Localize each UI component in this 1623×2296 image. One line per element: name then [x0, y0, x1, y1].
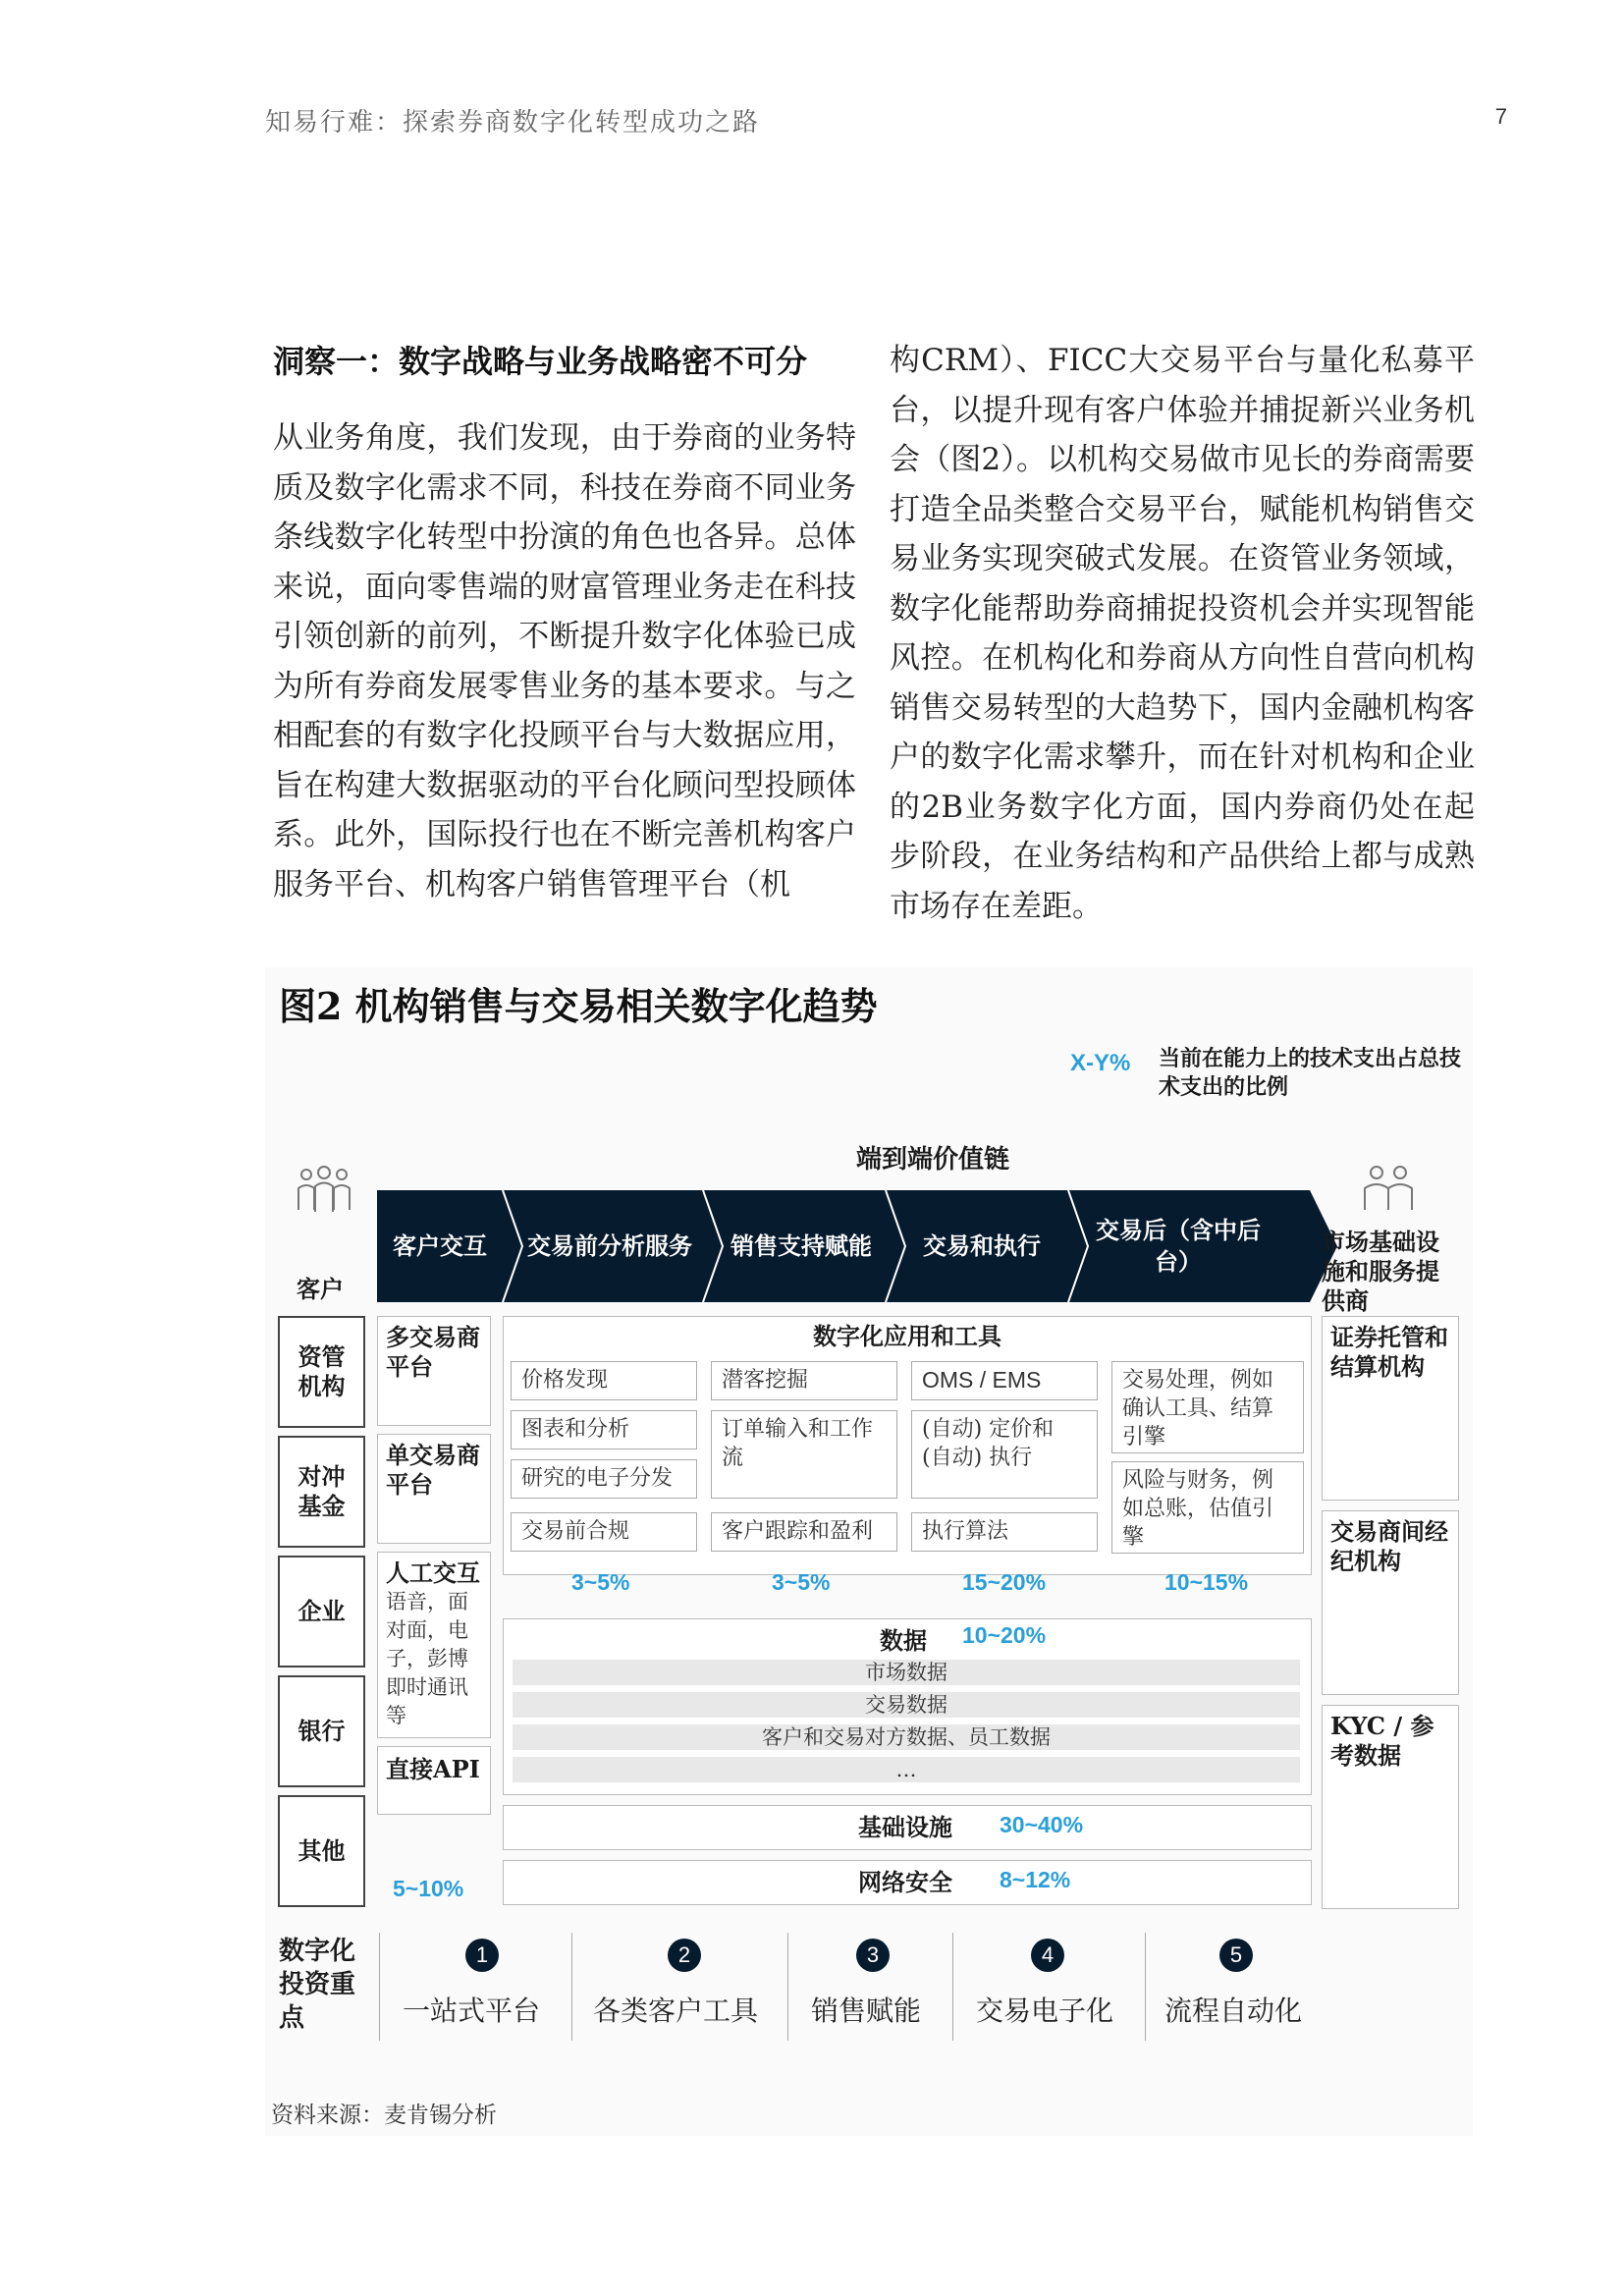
data-row-trade: 交易数据	[513, 1692, 1300, 1718]
focus-item-5: 流程自动化	[1164, 1995, 1303, 2027]
data-row-more: …	[513, 1757, 1300, 1782]
digital-apps-title: 数字化应用和工具	[813, 1322, 1001, 1350]
cybersecurity-spend-pct: 8~12%	[1000, 1867, 1071, 1892]
chain-segment-posttrade: 交易后（含中后台）	[1096, 1216, 1261, 1276]
focus-item-4: 交易电子化	[976, 1995, 1114, 2027]
provider-label: 市场基础设施和服务提供商	[1322, 1228, 1439, 1315]
app-oms-ems: OMS / EMS	[911, 1361, 1098, 1400]
provider-group-icon	[1357, 1163, 1418, 1218]
figure-title: 图2 机构销售与交易相关数字化趋势	[279, 984, 878, 1028]
direct-api: 直接API	[377, 1746, 491, 1815]
customer-asset-managers: 资管机构	[278, 1316, 365, 1428]
app-prospect-mining: 潜客挖掘	[711, 1361, 897, 1400]
cybersecurity-title: 网络安全	[858, 1868, 952, 1896]
apps-spend-pct-4: 10~15%	[1164, 1569, 1249, 1595]
page-number: 7	[1494, 104, 1507, 129]
multi-dealer-platform: 多交易商平台	[377, 1316, 491, 1426]
app-auto-pricing-execution: (自动) 定价和 (自动) 执行	[911, 1410, 1098, 1499]
data-spend-pct: 10~20%	[962, 1622, 1047, 1648]
customer-banks: 银行	[278, 1675, 365, 1787]
provider-interdealer-broker: 交易商间经纪机构	[1322, 1510, 1459, 1695]
body-text-right: 构CRM）、FICC大交易平台与量化私募平台，以提升现有客户体验并捕捉新兴业务机会（图2）。以机构交易做市见长的券商需要打造全品类整合交易平台，赋能机构销售交易业务实现突破式发展。在资管业务领域，数字化能帮助券商捕捉投资机会并实现智能风控。在机构化和券商从方向性自营向机构销售交易转型的大趋势下，国内金融机构客户的数字化需求攀升，而在针对机构和企业的2B业务数字化方面，国内券商仍处在起步阶段，在业务结构和产品供给上都与成熟市场存在差距。	[890, 343, 1475, 924]
figure-source: 资料来源：麦肯锡分析	[271, 2103, 497, 2128]
data-row-market: 市场数据	[513, 1660, 1300, 1685]
interaction-spend-pct: 5~10%	[393, 1876, 464, 1901]
customer-label: 客户	[297, 1275, 344, 1303]
chain-segment-pretrade-analysis: 交易前分析服务	[527, 1231, 692, 1260]
focus-item-2: 各类客户工具	[593, 1995, 759, 2027]
app-risk-finance: 风险与财务，例如总账，估值引擎	[1111, 1461, 1304, 1554]
focus-item-3: 销售赋能	[811, 1995, 922, 2027]
app-execution-algos: 执行算法	[911, 1512, 1098, 1552]
focus-number-3: 3	[856, 1939, 890, 1972]
provider-kyc-reference-data: KYC / 参考数据	[1322, 1705, 1459, 1909]
focus-number-2: 2	[668, 1939, 701, 1972]
chain-segment-trading-execution: 交易和执行	[923, 1231, 1041, 1260]
apps-spend-pct-1: 3~5%	[571, 1569, 630, 1595]
legend-text: 当前在能力上的技术支出占总技术支出的比例	[1159, 1046, 1462, 1100]
app-price-discovery: 价格发现	[511, 1361, 697, 1400]
single-dealer-platform: 单交易商平台	[377, 1434, 491, 1544]
legend-key: X-Y%	[1070, 1050, 1131, 1076]
customer-hedge-funds: 对冲基金	[278, 1436, 365, 1548]
focus-number-4: 4	[1031, 1939, 1064, 1972]
focus-number-5: 5	[1219, 1939, 1253, 1972]
running-header: 知易行难：探索券商数字化转型成功之路	[265, 108, 761, 137]
value-chain-title: 端到端价值链	[855, 1145, 1009, 1175]
app-client-tracking: 客户跟踪和盈利	[711, 1512, 897, 1552]
focus-item-1: 一站式平台	[403, 1995, 541, 2027]
focus-number-1: 1	[465, 1939, 499, 1972]
focus-divider	[952, 1933, 953, 2041]
data-title: 数据	[880, 1626, 927, 1655]
data-row-client: 客户和交易对方数据、员工数据	[513, 1724, 1300, 1750]
app-pretrade-compliance: 交易前合规	[511, 1512, 697, 1552]
chain-segment-customer-interaction: 客户交互	[393, 1231, 487, 1260]
focus-divider	[787, 1933, 788, 2041]
infrastructure-spend-pct: 30~40%	[1000, 1812, 1084, 1837]
app-order-entry-workflow: 订单输入和工作流	[711, 1410, 897, 1499]
app-trade-processing: 交易处理，例如确认工具、结算引擎	[1111, 1361, 1304, 1453]
customer-others: 其他	[278, 1795, 365, 1907]
body-text-left: 从业务角度，我们发现，由于券商的业务特质及数字化需求不同，科技在券商不同业务条线数字化转型中扮演的角色也各异。总体来说，面向零售端的财富管理业务走在科技引领创新的前列，不断提升数字化体验已成为所有券商发展零售业务的基本要求。与之相配套的有数字化投顾平台与大数据应用，旨在构建大数据驱动的平台化顾问型投顾体系。此外，国际投行也在不断完善机构客户服务平台、机构客户销售管理平台（机	[273, 420, 856, 902]
chevron-dividers	[377, 1190, 1339, 1302]
focus-divider	[1145, 1933, 1146, 2041]
human-interaction: 人工交互 语音，面对面，电子，彭博即时通讯等	[377, 1552, 491, 1738]
chain-segment-sales-enablement: 销售支持赋能	[730, 1231, 872, 1260]
app-research-distribution: 研究的电子分发	[511, 1459, 697, 1499]
customer-corporates: 企业	[278, 1556, 365, 1667]
provider-custody-settlement: 证券托管和结算机构	[1322, 1316, 1459, 1501]
customer-group-icon	[295, 1165, 353, 1220]
focus-divider	[571, 1933, 572, 2041]
investment-focus-label: 数字化投资重点	[279, 1937, 356, 2033]
app-charts-analytics: 图表和分析	[511, 1410, 697, 1449]
apps-spend-pct-2: 3~5%	[772, 1569, 831, 1595]
infrastructure-title: 基础设施	[858, 1813, 952, 1841]
section-title: 洞察一：数字战略与业务战略密不可分	[273, 343, 808, 380]
focus-divider	[379, 1933, 380, 2041]
apps-spend-pct-3: 15~20%	[962, 1569, 1047, 1595]
